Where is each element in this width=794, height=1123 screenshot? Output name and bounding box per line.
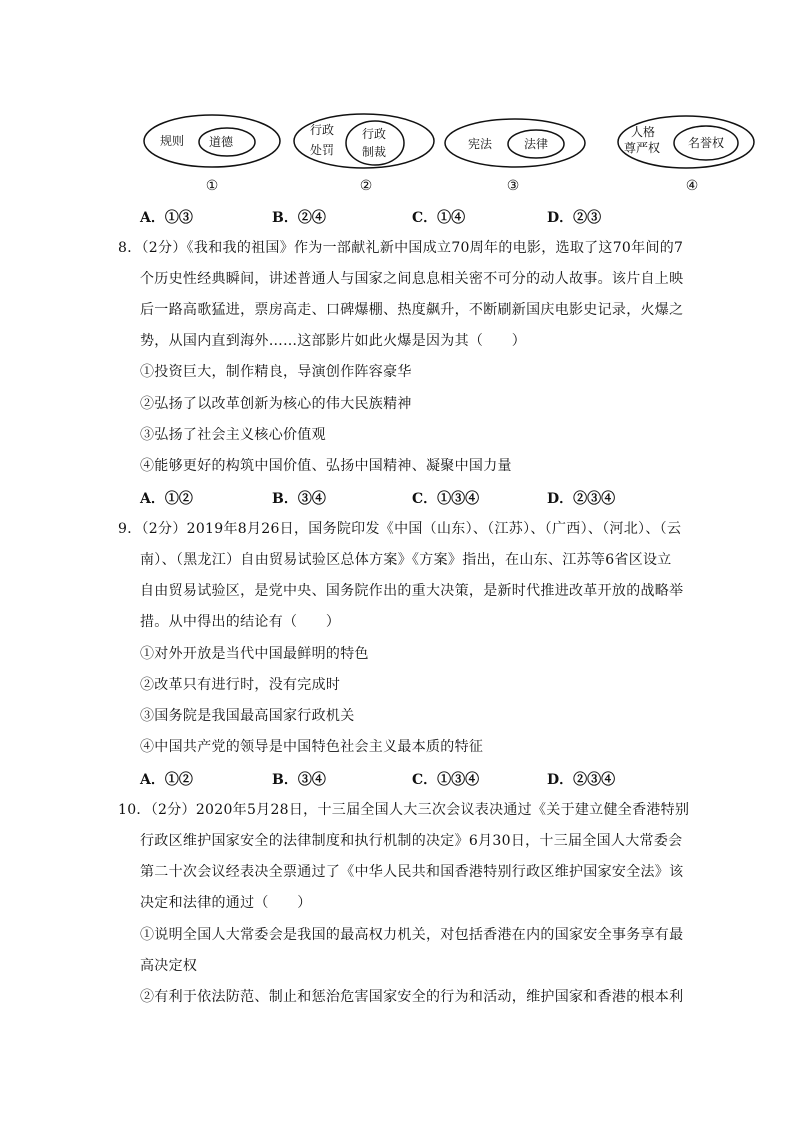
diagram-3	[443, 112, 603, 194]
diagram-1-number: ①	[205, 178, 219, 194]
q7-option-d[interactable]: D．②③	[547, 210, 602, 226]
q10-item-2: ②有利于依法防范、制止和惩治危害国家安全的行为和活动，维护国家和香港的根本利	[140, 989, 684, 1005]
diagram-1-inner-label: 道德	[209, 135, 234, 149]
q8-stem-line-2: 个历史性经典瞬间，讲述普通人与国家之间息息相关密不可分的动人故事。该片自上映	[140, 271, 684, 287]
diagram-4-outer-label-1: 人格	[631, 125, 656, 139]
q9-stem-line-2: 南）、（黑龙江）自由贸易试验区总体方案》《方案》指出，在山东、江苏等6省区设立	[140, 552, 672, 568]
ellipse-diagram-3	[443, 112, 603, 174]
q9-option-a[interactable]: A．①②	[140, 772, 193, 788]
q10-stem-line-4: 决定和法律的通过（ ）	[140, 895, 312, 911]
q9-stem-line-1: 9．（2分）2019年8月26日，国务院印发《中国（山东）、（江苏）、（广西）、（河北）、（云	[118, 521, 682, 537]
diagram-3-inner-label: 法律	[524, 137, 549, 151]
q8-item-1: ①投资巨大，制作精良，导演创作阵容豪华	[140, 364, 412, 380]
q9-option-c[interactable]: C．①③④	[412, 772, 480, 788]
q9-stem-line-4: 措。从中得出的结论有（ ）	[140, 614, 341, 630]
diagram-1	[140, 112, 300, 194]
q8-stem-line-3: 后一路高歌猛进，票房高走、口碑爆棚、热度飙升，不断刷新国庆电影史记录，火爆之	[140, 302, 684, 318]
q8-option-d[interactable]: D．②③④	[547, 491, 616, 507]
q10-stem-line-1: 10．（2分）2020年5月28日，十三届全国人大三次会议表决通过《关于建立健全香港特别	[118, 802, 690, 818]
q10-item-1-line-2: 高决定权	[140, 958, 198, 974]
q9-stem-line-3: 自由贸易试验区，是党中央、国务院作出的重大决策，是新时代推进改革开放的战略举	[140, 583, 684, 599]
diagram-4-number: ④	[685, 178, 699, 194]
q9-option-b[interactable]: B．③④	[272, 772, 326, 788]
q7-option-c[interactable]: C．①④	[412, 210, 466, 226]
diagram-3-outer-label: 宪法	[468, 137, 493, 151]
q8-stem-line-4: 势，从国内直到海外……这部影片如此火爆是因为其（ ）	[140, 333, 527, 349]
diagram-2-outer-label-2: 处罚	[310, 143, 335, 157]
q9-item-1: ①对外开放是当代中国最鲜明的特色	[140, 646, 369, 662]
diagram-2	[290, 112, 450, 194]
diagram-4	[614, 112, 774, 194]
q9-item-4: ④中国共产党的领导是中国特色社会主义最本质的特征	[140, 739, 484, 755]
q10-stem-line-3: 第二十次会议经表决全票通过了《中华人民共和国香港特别行政区维护国家安全法》该	[140, 864, 684, 880]
diagram-4-inner-label: 名誉权	[688, 136, 725, 150]
q7-option-a[interactable]: A．①③	[140, 210, 193, 226]
diagram-3-number: ③	[506, 178, 520, 194]
q8-item-4: ④能够更好的构筑中国价值、弘扬中国精神、凝聚中国力量	[140, 458, 512, 474]
q8-option-b[interactable]: B．③④	[272, 491, 326, 507]
q8-option-a[interactable]: A．①②	[140, 491, 193, 507]
q9-item-2: ②改革只有进行时，没有完成时	[140, 677, 341, 693]
q8-stem-line-1: 8．（2分）《我和我的祖国》作为一部献礼新中国成立70周年的电影，选取了这70年间的7	[118, 240, 684, 256]
q9-option-d[interactable]: D．②③④	[547, 772, 616, 788]
q9-item-3: ③国务院是我国最高国家行政机关	[140, 708, 355, 724]
diagram-2-inner-label-1: 行政	[362, 127, 387, 141]
diagram-2-outer-label-1: 行政	[310, 123, 335, 137]
diagram-2-number: ②	[359, 178, 373, 194]
q10-stem-line-2: 行政区维护国家安全的法律制度和执行机制的决定》6月30日，十三届全国人大常委会	[140, 833, 683, 849]
q8-option-c[interactable]: C．①③④	[412, 491, 480, 507]
diagram-1-outer-label: 规则	[160, 134, 185, 148]
diagram-4-outer-label-2: 尊严权	[624, 141, 661, 155]
diagram-2-inner-label-2: 制裁	[362, 145, 387, 159]
q10-item-1-line-1: ①说明全国人大常委会是我国的最高权力机关，对包括香港在内的国家安全事务享有最	[140, 927, 684, 943]
q8-item-2: ②弘扬了以改革创新为核心的伟大民族精神	[140, 396, 412, 412]
q7-option-b[interactable]: B．②④	[272, 210, 326, 226]
q8-item-3: ③弘扬了社会主义核心价值观	[140, 427, 326, 443]
